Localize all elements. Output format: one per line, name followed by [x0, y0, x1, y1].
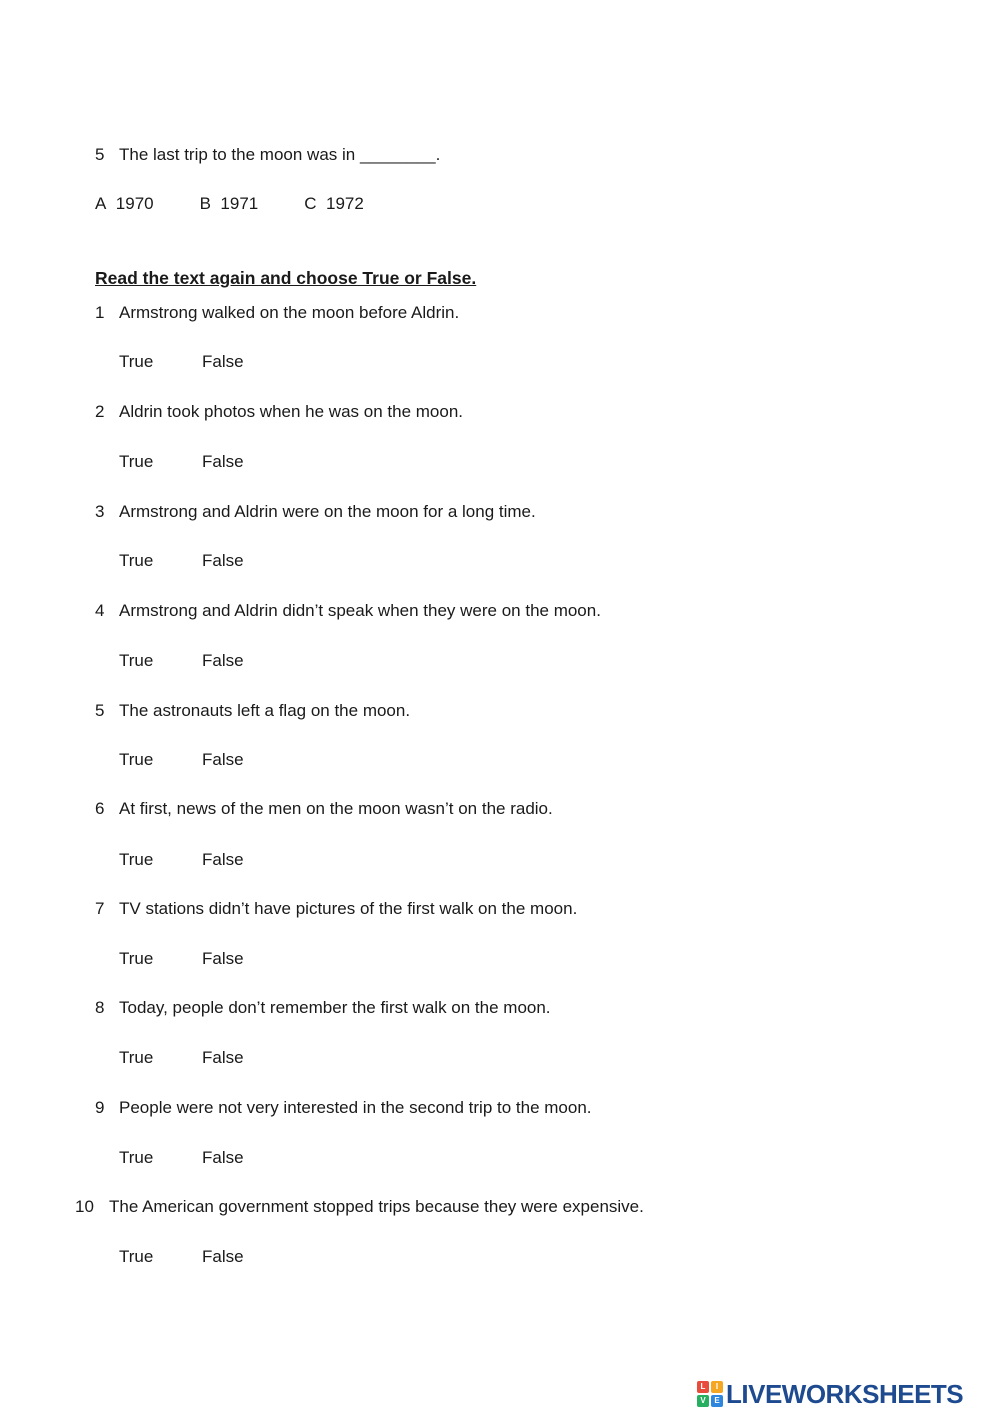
- tf-item-text: Armstrong and Aldrin didn’t speak when they were on the moon.: [119, 601, 601, 620]
- logo-letter-e: E: [711, 1395, 723, 1407]
- option-c[interactable]: [304, 194, 364, 214]
- true-choice[interactable]: True: [119, 452, 154, 471]
- mcq-options: [95, 194, 410, 214]
- true-choice[interactable]: True: [119, 1048, 154, 1067]
- tf-item-text: The American government stopped trips because they were expensive.: [109, 1197, 644, 1216]
- tf-choices-1: [119, 352, 285, 372]
- mcq-number: 5: [95, 145, 105, 164]
- true-choice[interactable]: True: [119, 1148, 154, 1167]
- false-choice[interactable]: False: [202, 750, 244, 769]
- tf-item-number: 7: [95, 899, 105, 918]
- option-a-text: 1970: [115, 194, 154, 213]
- tf-choices-4: [119, 651, 285, 671]
- tf-choices-6: [119, 850, 285, 870]
- tf-item-3: [95, 502, 536, 522]
- tf-item-text: Armstrong and Aldrin were on the moon for a long time.: [119, 502, 536, 521]
- option-c-letter: C: [304, 194, 317, 213]
- tf-item-number: 1: [95, 303, 105, 322]
- logo-letter-l: L: [697, 1381, 709, 1393]
- liveworksheets-logo: [697, 1378, 963, 1410]
- option-a-letter: A: [95, 194, 107, 213]
- true-choice[interactable]: True: [119, 551, 154, 570]
- true-choice[interactable]: True: [119, 750, 154, 769]
- tf-item-text: People were not very interested in the second trip to the moon.: [119, 1098, 592, 1117]
- false-choice[interactable]: False: [202, 352, 244, 371]
- tf-item-text: Armstrong walked on the moon before Aldrin.: [119, 303, 460, 322]
- tf-item-text: Aldrin took photos when he was on the moon.: [119, 402, 463, 421]
- false-choice[interactable]: False: [202, 1048, 244, 1067]
- false-choice[interactable]: False: [202, 850, 244, 869]
- tf-item-10: [75, 1197, 644, 1217]
- tf-item-number: 4: [95, 601, 105, 620]
- tf-item-number: 8: [95, 998, 105, 1017]
- tf-choices-7: [119, 949, 285, 969]
- tf-item-8: [95, 998, 551, 1018]
- option-b[interactable]: [200, 194, 259, 214]
- option-a[interactable]: [95, 194, 154, 214]
- tf-item-number: 9: [95, 1098, 105, 1117]
- tf-item-4: [95, 601, 601, 621]
- tf-item-text: At first, news of the men on the moon wasn’t on the radio.: [119, 799, 553, 818]
- option-b-letter: B: [199, 194, 211, 213]
- tf-item-number: 2: [95, 402, 105, 421]
- tf-choices-5: [119, 750, 285, 770]
- tf-item-2: [95, 402, 463, 422]
- logo-text: LIVEWORKSHEETS: [726, 1378, 964, 1409]
- tf-item-7: [95, 899, 577, 919]
- tf-item-number: 3: [95, 502, 105, 521]
- false-choice[interactable]: False: [202, 949, 244, 968]
- false-choice[interactable]: False: [202, 551, 244, 570]
- tf-item-6: [95, 799, 553, 819]
- tf-choices-9: [119, 1148, 285, 1168]
- tf-item-9: [95, 1098, 592, 1118]
- logo-mark-icon: [697, 1381, 723, 1407]
- false-choice[interactable]: False: [202, 1148, 244, 1167]
- true-choice[interactable]: True: [119, 651, 154, 670]
- true-choice[interactable]: True: [119, 352, 154, 371]
- mcq-question-text: The last trip to the moon was in ________.: [119, 145, 441, 164]
- logo-letter-i: I: [711, 1381, 723, 1393]
- option-b-text: 1971: [220, 194, 259, 213]
- tf-item-text: Today, people don’t remember the first walk on the moon.: [119, 998, 551, 1017]
- tf-item-1: [95, 303, 459, 323]
- mcq-question: [95, 145, 440, 165]
- tf-item-number: 5: [95, 701, 105, 720]
- tf-item-5: [95, 701, 410, 721]
- false-choice[interactable]: False: [202, 452, 244, 471]
- false-choice[interactable]: False: [202, 1247, 244, 1266]
- tf-item-number: 10: [75, 1197, 94, 1216]
- true-choice[interactable]: True: [119, 850, 154, 869]
- tf-choices-10: [119, 1247, 285, 1267]
- false-choice[interactable]: False: [202, 651, 244, 670]
- option-c-text: 1972: [325, 194, 364, 213]
- true-choice[interactable]: True: [119, 949, 154, 968]
- tf-item-text: TV stations didn’t have pictures of the first walk on the moon.: [119, 899, 578, 918]
- tf-item-text: The astronauts left a flag on the moon.: [119, 701, 411, 720]
- section-heading: Read the text again and choose True or False.: [95, 268, 477, 288]
- true-choice[interactable]: True: [119, 1247, 154, 1266]
- logo-letter-v: V: [697, 1395, 709, 1407]
- tf-choices-8: [119, 1048, 285, 1068]
- tf-choices-3: [119, 551, 285, 571]
- tf-choices-2: [119, 452, 285, 472]
- tf-item-number: 6: [95, 799, 105, 818]
